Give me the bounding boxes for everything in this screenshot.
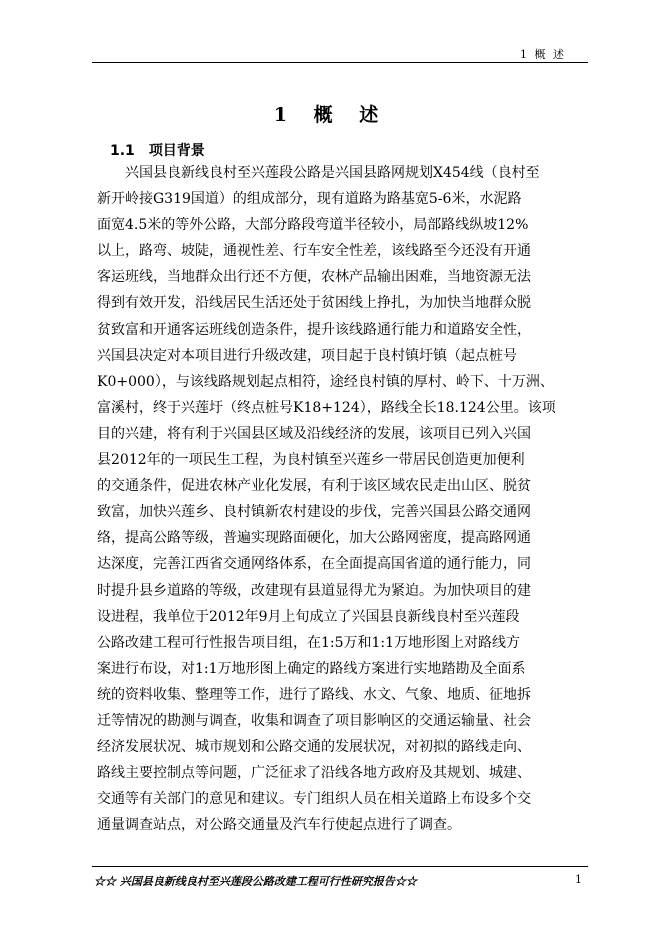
paragraph-line: 兴国县良新线良村至兴莲段公路是兴国县路网规划X454线（良村至 (125, 165, 540, 181)
paragraph-line: 的交通条件，促进农林产业化发展，有利于该区域农民走出山区、脱贫 (97, 478, 531, 495)
paragraph-line: 县2012年的一项民生工程，为良村镇至兴莲乡一带居民创造更加便利 (97, 452, 525, 469)
running-header: 1 概 述 (520, 48, 566, 61)
paragraph-line: 统的资料收集、整理等工作，进行了路线、水文、气象、地质、征地拆 (97, 686, 531, 703)
page-number: 1 (575, 873, 582, 886)
section-heading (110, 140, 205, 160)
chapter-title: 1 概 述 (273, 104, 389, 126)
section-number: 1.1 (110, 143, 135, 159)
paragraph-line: 通量调查站点，对公路交通量及汽车行使起点进行了调查。 (97, 817, 461, 834)
footer-divider (92, 866, 588, 867)
paragraph-line: 富溪村，终于兴莲圩（终点桩号K18+124），路线全长18.124公里。该项 (97, 399, 556, 416)
section-title: 项目背景 (148, 143, 205, 159)
paragraph-line: 得到有效开发，沿线居民生活还处于贫困线上挣扎，为加快当地群众脱 (97, 295, 531, 312)
paragraph-line: 达深度，完善江西省交通网络体系，在全面提高国省道的通行能力，同 (97, 556, 531, 573)
paragraph-line: 面宽4.5米的等外公路，大部分路段弯道半径较小，局部路线纵坡12% (97, 217, 529, 234)
paragraph-line: 目的兴建，将有利于兴国县区域及沿线经济的发展，该项目已列入兴国 (97, 425, 531, 442)
footer-report-title: ☆☆ 兴国县良新线良村至兴莲段公路改建工程可行性研究报告☆☆ (94, 875, 417, 888)
paragraph-line: 时提升县乡道路的等级，改建现有县道显得尤为紧迫。为加快项目的建 (97, 582, 531, 599)
paragraph-line: 客运班线，当地群众出行还不方便，农林产品输出困难，当地资源无法 (97, 269, 531, 286)
header-divider (92, 62, 588, 63)
paragraph-line: K0+000），与该线路规划起点相符，途经良村镇的厚村、岭下、十万洲、 (97, 373, 554, 390)
paragraph-line: 贫致富和开通客运班线创造条件，提升该线路通行能力和道路安全性， (97, 321, 531, 338)
paragraph-line: 以上，路弯、坡陡，通视性差、行车安全性差，该线路至今还没有开通 (97, 243, 531, 260)
paragraph-line: 案进行布设，对1:1万地形图上确定的路线方案进行实地踏勘及全面系 (97, 660, 526, 677)
paragraph-line: 络，提高公路等级，普遍实现路面硬化，加大公路网密度，提高路网通 (97, 530, 531, 547)
paragraph-line: 经济发展状况、城市规划和公路交通的发展状况，对初拟的路线走向、 (97, 739, 531, 756)
paragraph-line: 迁等情况的勘测与调查，收集和调查了项目影响区的交通运输量、社会 (97, 712, 531, 729)
paragraph-line: 新开岭接G319国道）的组成部分，现有道路为路基宽5-6米，水泥路 (97, 191, 522, 208)
paragraph-line: 交通等有关部门的意见和建议。专门组织人员在相关道路上布设多个交 (97, 791, 531, 808)
paragraph-line: 路线主要控制点等问题，广泛征求了沿线各地方政府及其规划、城建、 (97, 765, 531, 782)
paragraph-line: 设进程，我单位于2012年9月上旬成立了兴国县良新线良村至兴莲段 (97, 608, 520, 625)
body-paragraph (97, 160, 589, 838)
paragraph-line: 致富，加快兴莲乡、良村镇新农村建设的步伐，完善兴国县公路交通网 (97, 504, 531, 521)
paragraph-line: 兴国县决定对本项目进行升级改建，项目起于良村镇圩镇（起点桩号 (97, 347, 517, 364)
paragraph-line: 公路改建工程可行性报告项目组，在1:5万和1:1万地形图上对路线方 (97, 634, 521, 651)
